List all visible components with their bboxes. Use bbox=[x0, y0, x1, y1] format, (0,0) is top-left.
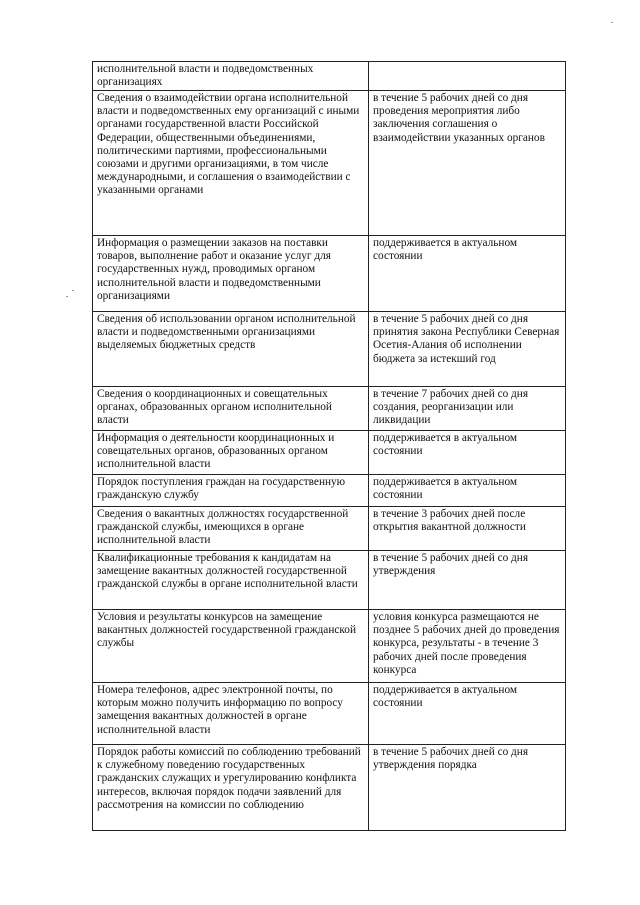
term-cell: в течение 7 рабочих дней со дня создания, реорганизации или ликвидации bbox=[369, 387, 566, 431]
table-body bbox=[93, 62, 566, 831]
term-cell: в течение 3 рабочих дней после открытия вакантной должности bbox=[369, 507, 566, 551]
info-cell: Условия и результаты конкурсов на замещение вакантных должностей государственной гражданской службы bbox=[93, 610, 369, 683]
term-cell bbox=[369, 62, 566, 91]
table-row bbox=[93, 551, 566, 610]
table-row bbox=[93, 236, 566, 312]
info-cell: Информация о деятельности координационных и совещательных органов, образованных органом исполнительной власти bbox=[93, 431, 369, 475]
term-cell: в течение 5 рабочих дней со дня принятия закона Республики Северная Осетия-Алания об исполнении бюджета за истекший год bbox=[369, 312, 566, 387]
info-cell: Информация о размещении заказов на поставки товаров, выполнение работ и оказание услуг для государственных нужд, проводимых органом исполнительной власти и подведомственными организациями bbox=[93, 236, 369, 312]
term-cell: в течение 5 рабочих дней со дня проведения мероприятия либо заключения соглашения о взаимодействии указанных органов bbox=[369, 91, 566, 236]
info-cell: Сведения о координационных и совещательных органах, образованных органом исполнительной власти bbox=[93, 387, 369, 431]
info-cell: Сведения о взаимодействии органа исполнительной власти и подведомственных ему организаций с иными органами государственной власти Российской Федерации, общественными объединениями, политическими партиями, профессиональными союзами и другими организациями, в том числе международными, и соглашения о взаимодействии с указанными органами bbox=[93, 91, 369, 236]
information-table bbox=[92, 61, 566, 831]
term-cell: поддерживается в актуальном состоянии bbox=[369, 236, 566, 312]
term-cell: поддерживается в актуальном состоянии bbox=[369, 475, 566, 507]
table-row bbox=[93, 745, 566, 831]
table-row bbox=[93, 312, 566, 387]
table-row bbox=[93, 387, 566, 431]
term-cell: условия конкурса размещаются не позднее 5 рабочих дней до проведения конкурса, результаты - в течение 3 рабочих дней после проведения конкурса bbox=[369, 610, 566, 683]
term-cell: поддерживается в актуальном состоянии bbox=[369, 431, 566, 475]
info-cell: Сведения о вакантных должностях государственной гражданской службы, имеющихся в органе исполнительной власти bbox=[93, 507, 369, 551]
term-cell: в течение 5 рабочих дней со дня утверждения порядка bbox=[369, 745, 566, 831]
scan-speck bbox=[66, 296, 68, 297]
table-row bbox=[93, 610, 566, 683]
table-row bbox=[93, 431, 566, 475]
info-cell: Сведения об использовании органом исполнительной власти и подведомственными организациями выделяемых бюджетных средств bbox=[93, 312, 369, 387]
info-cell: Квалификационные требования к кандидатам на замещение вакантных должностей государственной гражданской службы в органе исполнительной власти bbox=[93, 551, 369, 610]
term-cell: поддерживается в актуальном состоянии bbox=[369, 683, 566, 745]
table-row bbox=[93, 507, 566, 551]
term-cell: в течение 5 рабочих дней со дня утверждения bbox=[369, 551, 566, 610]
info-cell: Порядок работы комиссий по соблюдению требований к служебному поведению государственных гражданских служащих и урегулированию конфликта интересов, включая порядок подачи заявлений для рассмотрения на комиссии по соблюдению bbox=[93, 745, 369, 831]
table-row bbox=[93, 475, 566, 507]
table-row bbox=[93, 683, 566, 745]
info-cell: Порядок поступления граждан на государственную гражданскую службу bbox=[93, 475, 369, 507]
scan-speck bbox=[611, 22, 613, 23]
table-row bbox=[93, 62, 566, 91]
scan-speck bbox=[72, 290, 74, 291]
info-cell: исполнительной власти и подведомственных организациях bbox=[93, 62, 369, 91]
table-row bbox=[93, 91, 566, 236]
info-cell: Номера телефонов, адрес электронной почты, по которым можно получить информацию по вопросу замещения вакантных должностей в органе исполнительной власти bbox=[93, 683, 369, 745]
